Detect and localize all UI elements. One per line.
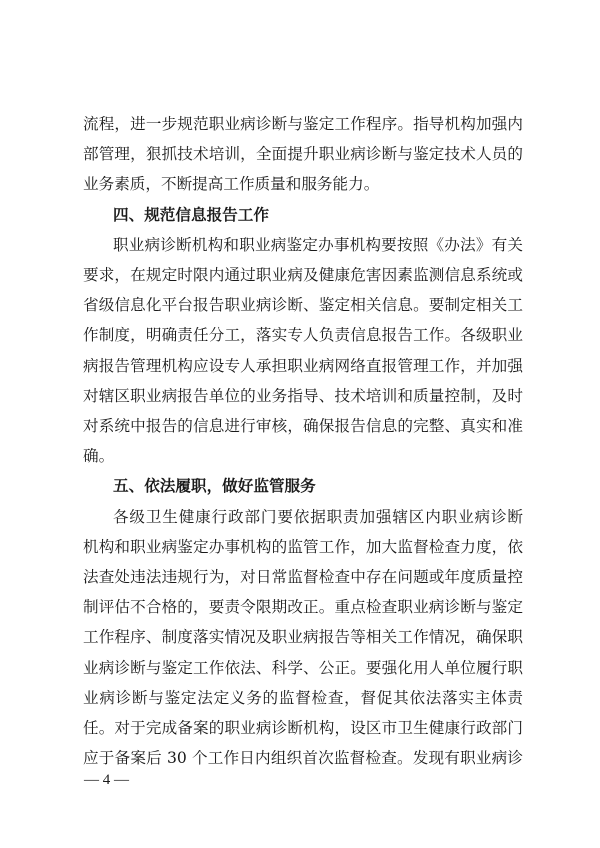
paragraph-line: 确。 — [83, 447, 115, 466]
page-number: — 4 — — [84, 772, 129, 788]
paragraph-line: 病报告管理机构应设专人承担职业病网络直报管理工作，并加强 — [83, 356, 523, 375]
paragraph-line: 流程，进一步规范职业病诊断与鉴定工作程序。指导机构加强内 — [83, 115, 523, 133]
paragraph-line: 业病诊断与鉴定法定义务的监督检查，督促其依法落实主体责 — [83, 688, 523, 707]
section-heading-5: 五、依法履职，做好监管服务 — [113, 477, 316, 496]
paragraph-line: 法查处违法违规行为，对日常监督检查中存在问题或年度质量控 — [83, 568, 523, 586]
paragraph-line: 作制度，明确责任分工，落实专人负责信息报告工作。各级职业 — [83, 326, 523, 345]
paragraph-line: 制评估不合格的，要责令限期改正。重点检查职业病诊断与鉴定 — [83, 598, 523, 617]
paragraph-line: 对系统中报告的信息进行审核，确保报告信息的完整、真实和准 — [83, 417, 523, 435]
paragraph-line: 对辖区职业病报告单位的业务指导、技术培训和质量控制，及时 — [83, 386, 523, 405]
paragraph-line: 机构和职业病鉴定办事机构的监管工作，加大监督检查力度，依 — [83, 537, 523, 556]
paragraph-line: 应于备案后 30 个工作日内组织首次监督检查。发现有职业病诊 — [83, 749, 523, 768]
paragraph-line: 部管理，狠抓技术培训，全面提升职业病诊断与鉴定技术人员的 — [83, 145, 523, 164]
paragraph-line: 任。对于完成备案的职业病诊断机构，设区市卫生健康行政部门 — [83, 719, 523, 737]
paragraph-line: 要求，在规定时限内通过职业病及健康危害因素监测信息系统或 — [83, 266, 523, 284]
paragraph-line: 职业病诊断机构和职业病鉴定办事机构要按照《办法》有关 — [113, 235, 523, 254]
paragraph-line: 省级信息化平台报告职业病诊断、鉴定相关信息。要制定相关工 — [83, 296, 523, 315]
paragraph-line: 业务素质，不断提高工作质量和服务能力。 — [83, 175, 380, 194]
paragraph-line: 业病诊断与鉴定工作依法、科学、公正。要强化用人单位履行职 — [83, 658, 523, 677]
paragraph-line: 各级卫生健康行政部门要依据职责加强辖区内职业病诊断 — [113, 507, 523, 526]
section-heading-4: 四、规范信息报告工作 — [113, 205, 269, 224]
paragraph-line: 工作程序、制度落实情况及职业病报告等相关工作情况，确保职 — [83, 628, 523, 647]
